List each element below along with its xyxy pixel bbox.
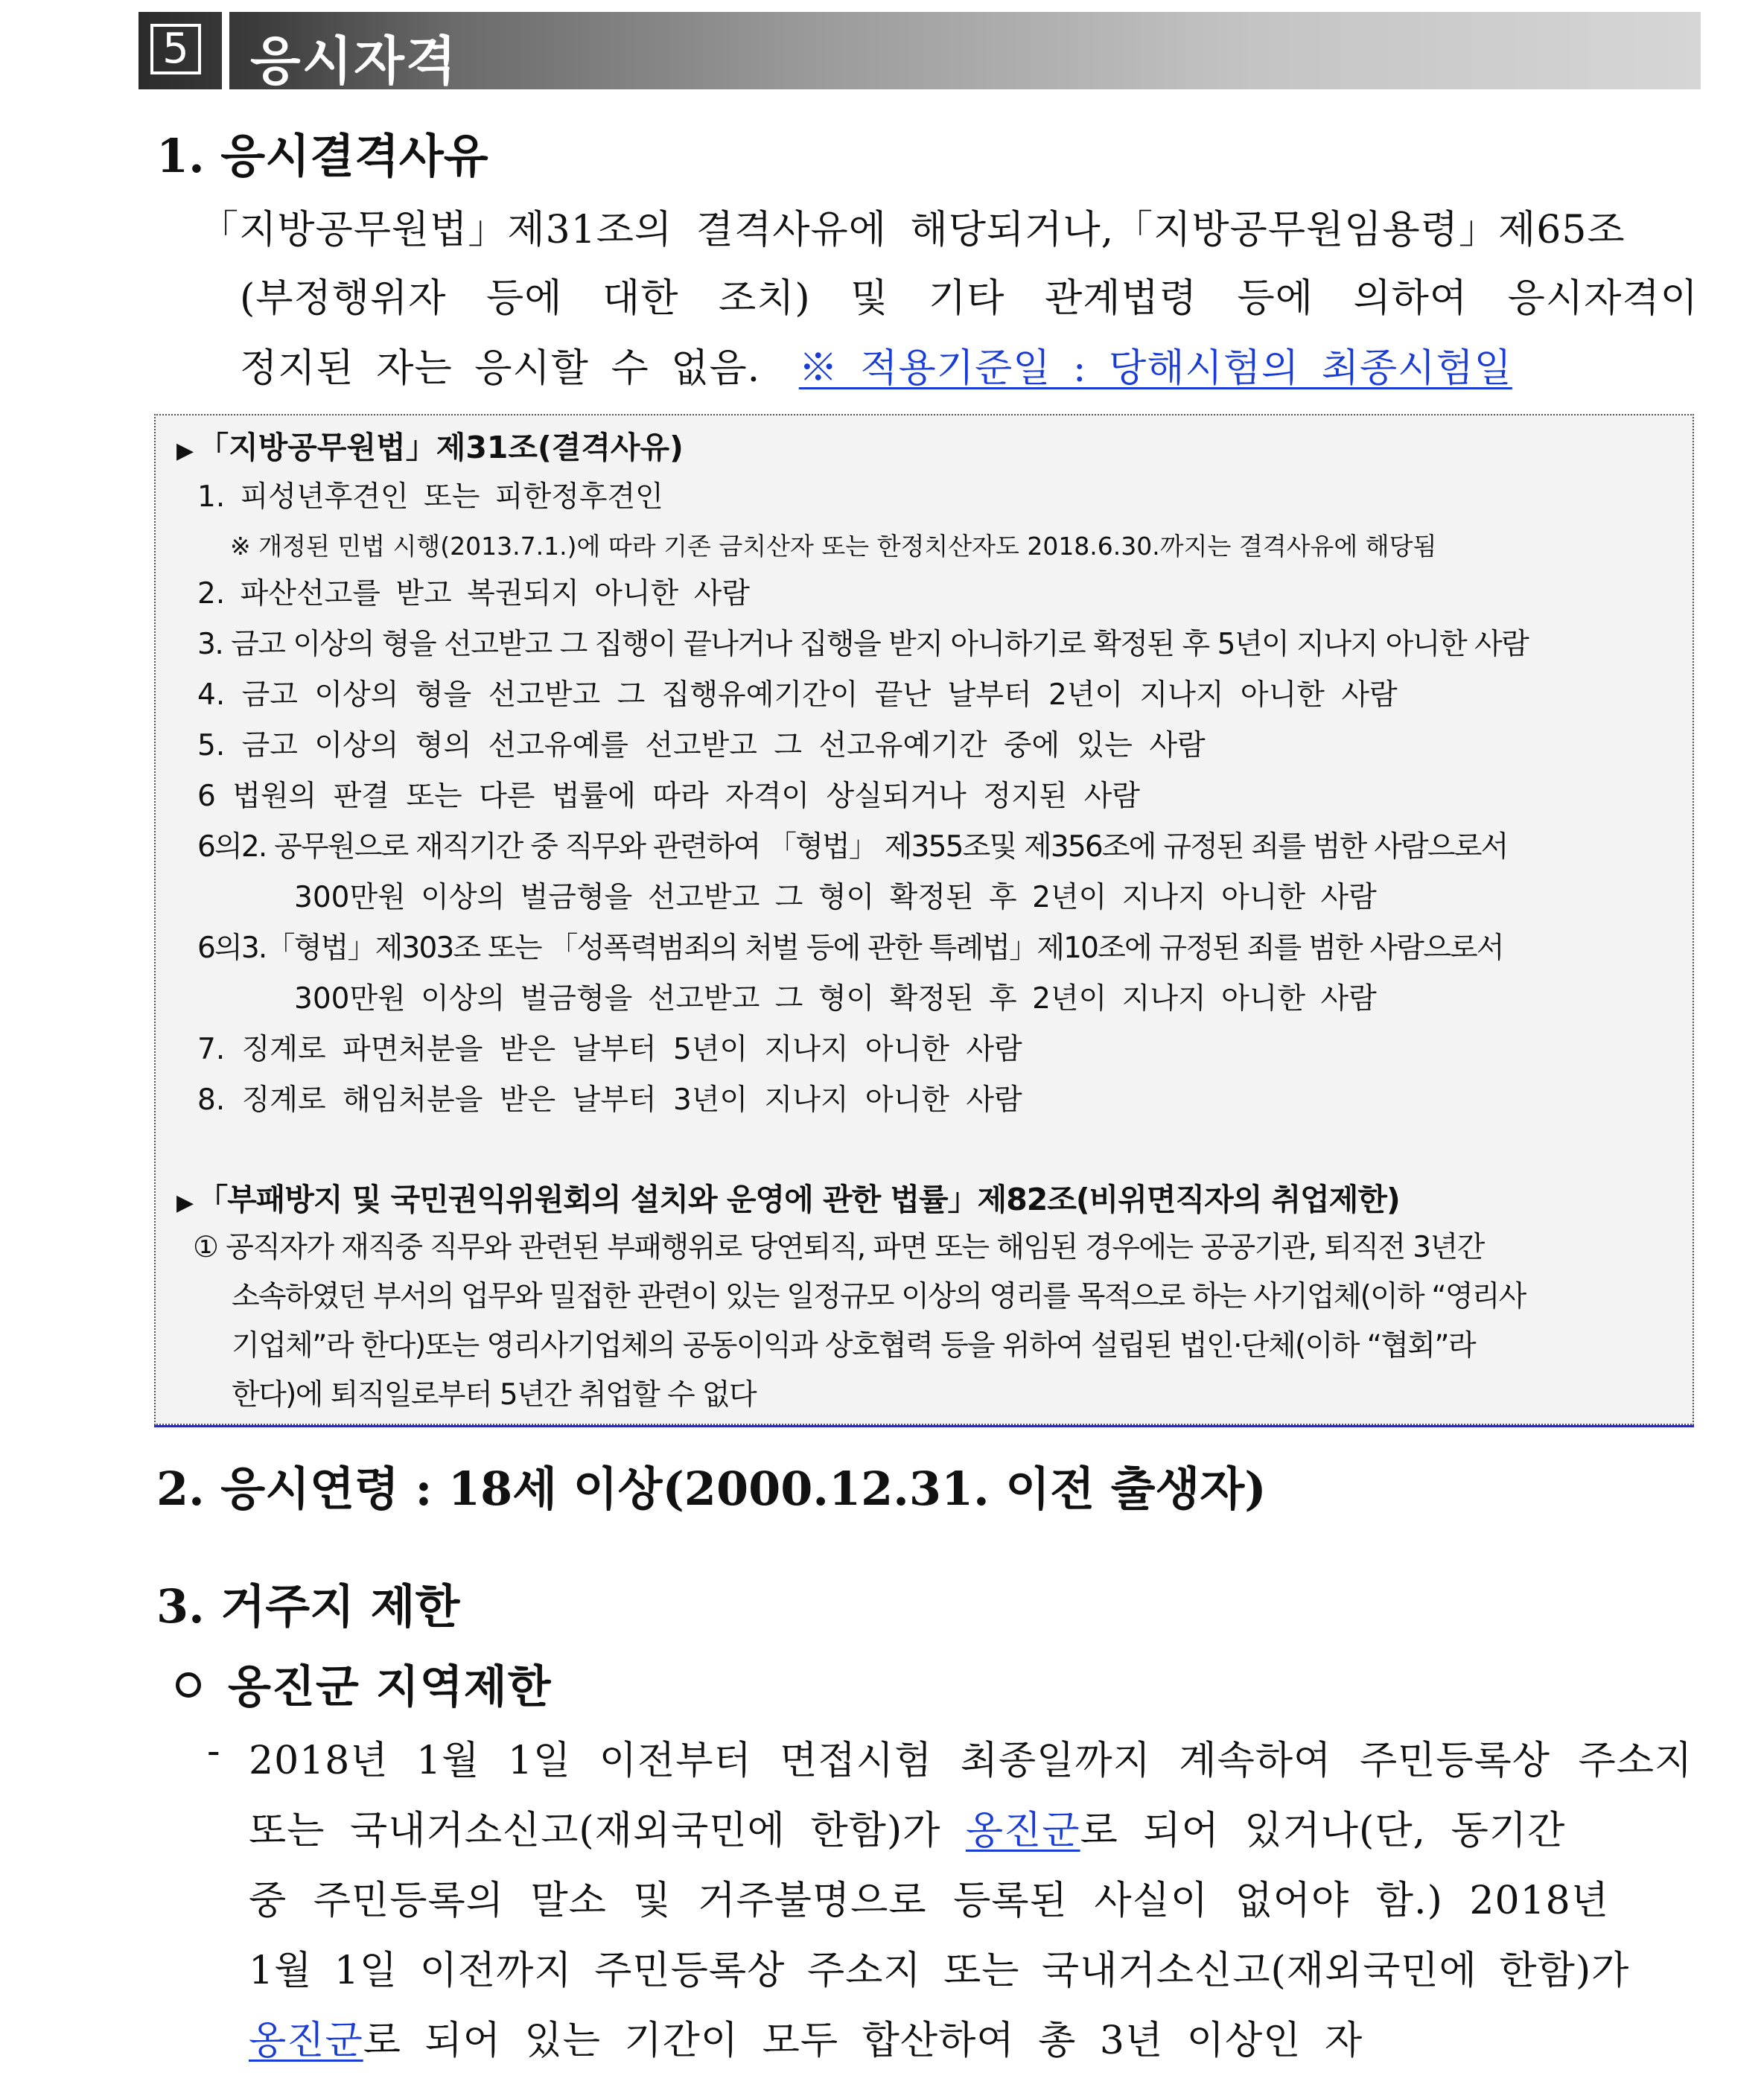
residence-line-4: 1월 1일 이전까지 주민등록상 주소지 또는 국내거소신고(재외국민에 한함)가 <box>249 1949 1630 1993</box>
residence-line-2-post: 로 되어 있거나(단, 동기간 <box>1080 1809 1566 1853</box>
law31-item-3: 3. 금고 이상의 형을 선고받고 그 집행이 끝나거나 집행을 받지 아니하기로 확정된 후 5년이 지나지 아니한 사람 <box>197 628 1529 661</box>
law82-line-3: 기업체”라 한다)또는 영리사기업체의 공동이익과 상호협력 등을 위하여 설립된 법인·단체(이하 “협회”라 <box>232 1329 1476 1363</box>
ongjin-link-2[interactable]: 옹진군 <box>249 2019 363 2063</box>
law82-heading-text: 「부패방지 및 국민권익위원회의 설치와 운영에 관한 법률」제82조(비위면직자의 취업제한) <box>197 1182 1400 1217</box>
law82-line-1: ① 공직자가 재직중 직무와 관련된 부패행위로 당연퇴직, 파면 또는 해임된 경우에는 공공기관, 퇴직전 3년간 <box>193 1231 1484 1264</box>
law31-item-4: 4. 금고 이상의 형을 선고받고 그 집행유예기간이 끝난 날부터 2년이 지나지 아니한 사람 <box>197 678 1398 712</box>
triangle-bullet-icon: ▶ <box>176 1190 194 1216</box>
law31-item-6-3-cont: 300만원 이상의 벌금형을 선고받고 그 형이 확정된 후 2년이 지나지 아니한 사람 <box>294 982 1377 1016</box>
item1-para-line-1: 「지방공무원법」제31조의 결격사유에 해당되거나,「지방공무원임용령」제65조 <box>200 208 1626 252</box>
residence-line-3: 중 주민등록의 말소 및 거주불명으로 등록된 사실이 없어야 함.) 2018년 <box>249 1879 1609 1923</box>
item1-para-line-3-text: 정지된 자는 응시할 수 없음. <box>240 346 761 391</box>
law31-item-8: 8. 징계로 해임처분을 받은 날부터 3년이 지나지 아니한 사람 <box>197 1083 1022 1117</box>
law31-item-1: 1. 피성년후견인 또는 피한정후견인 <box>197 480 663 514</box>
law31-note: ※ 개정된 민법 시행(2013.7.1.)에 따라 기존 금치산자 또는 한정치산자도 2018.6.30.까지는 결격사유에 해당됨 <box>230 532 1437 561</box>
sub-heading-text: 옹진군 지역제한 <box>228 1661 552 1713</box>
law31-heading-text: 「지방공무원법」제31조(결격사유) <box>198 430 684 465</box>
section-number: 5 <box>150 24 201 74</box>
law31-item-6-2: 6의2. 공무원으로 재직기간 중 직무와 관련하여 「형법」 제355조및 제356조에 규정된 죄를 범한 사람으로서 <box>197 830 1508 864</box>
circle-bullet-icon <box>176 1672 201 1698</box>
heading-residence: 3. 거주지 제한 <box>156 1579 460 1634</box>
law31-item-6-2-cont: 300만원 이상의 벌금형을 선고받고 그 형이 확정된 후 2년이 지나지 아니한 사람 <box>294 881 1377 914</box>
residence-line-5-post: 로 되어 있는 기간이 모두 합산하여 총 3년 이상인 자 <box>363 2019 1363 2063</box>
ongjin-link-1[interactable]: 옹진군 <box>965 1809 1080 1853</box>
law31-item-6-3: 6의3.「형법」제303조 또는 「성폭력범죄의 처벌 등에 관한 특례법」제10조에 규정된 죄를 범한 사람으로서 <box>197 931 1503 965</box>
reference-date-note[interactable]: ※ 적용기준일 : 당해시험의 최종시험일 <box>798 346 1512 391</box>
item1-para-line-2: (부정행위자 등에 대한 조치) 및 기타 관계법령 등에 의하여 응시자격이 <box>240 276 1698 321</box>
residence-line-2-pre: 또는 국내거소신고(재외국민에 한함)가 <box>249 1809 966 1853</box>
section-header <box>138 12 1701 92</box>
law31-heading <box>176 423 684 467</box>
heading-age: 2. 응시연령 : 18세 이상(2000.12.31. 이전 출생자) <box>156 1462 1267 1516</box>
law82-heading <box>176 1175 1400 1219</box>
law82-line-4: 한다)에 퇴직일로부터 5년간 취업할 수 없다 <box>232 1378 757 1412</box>
section-title: 응시자격 <box>250 31 458 92</box>
legal-reference-box <box>154 414 1694 1425</box>
law31-item-2: 2. 파산선고를 받고 복권되지 아니한 사람 <box>197 577 750 611</box>
residence-line-5 <box>249 2009 1363 2065</box>
law31-item-7: 7. 징계로 파면처분을 받은 날부터 5년이 지나지 아니한 사람 <box>197 1033 1022 1066</box>
dash-bullet: - <box>207 1729 221 1774</box>
sub-heading-ongjin <box>176 1651 552 1716</box>
header-separator <box>222 12 229 89</box>
residence-line-1: 2018년 1월 1일 이전부터 면접시험 최종일까지 계속하여 주민등록상 주소지 <box>249 1739 1693 1783</box>
triangle-bullet-icon: ▶ <box>176 438 194 464</box>
law82-line-2: 소속하였던 부서의 업무와 밀접한 관련이 있는 일정규모 이상의 영리를 목적으로 하는 사기업체(이하 “영리사 <box>232 1280 1526 1313</box>
law31-item-6: 6 법원의 판결 또는 다른 법률에 따라 자격이 상실되거나 정지된 사람 <box>197 780 1140 813</box>
item1-para-line-3 <box>240 337 1512 392</box>
residence-line-2 <box>249 1799 1565 1855</box>
law31-item-5: 5. 금고 이상의 형의 선고유예를 선고받고 그 선고유예기간 중에 있는 사람 <box>197 729 1206 762</box>
heading-disqualification: 1. 응시결격사유 <box>156 129 488 183</box>
box-bottom-rule <box>154 1425 1694 1427</box>
